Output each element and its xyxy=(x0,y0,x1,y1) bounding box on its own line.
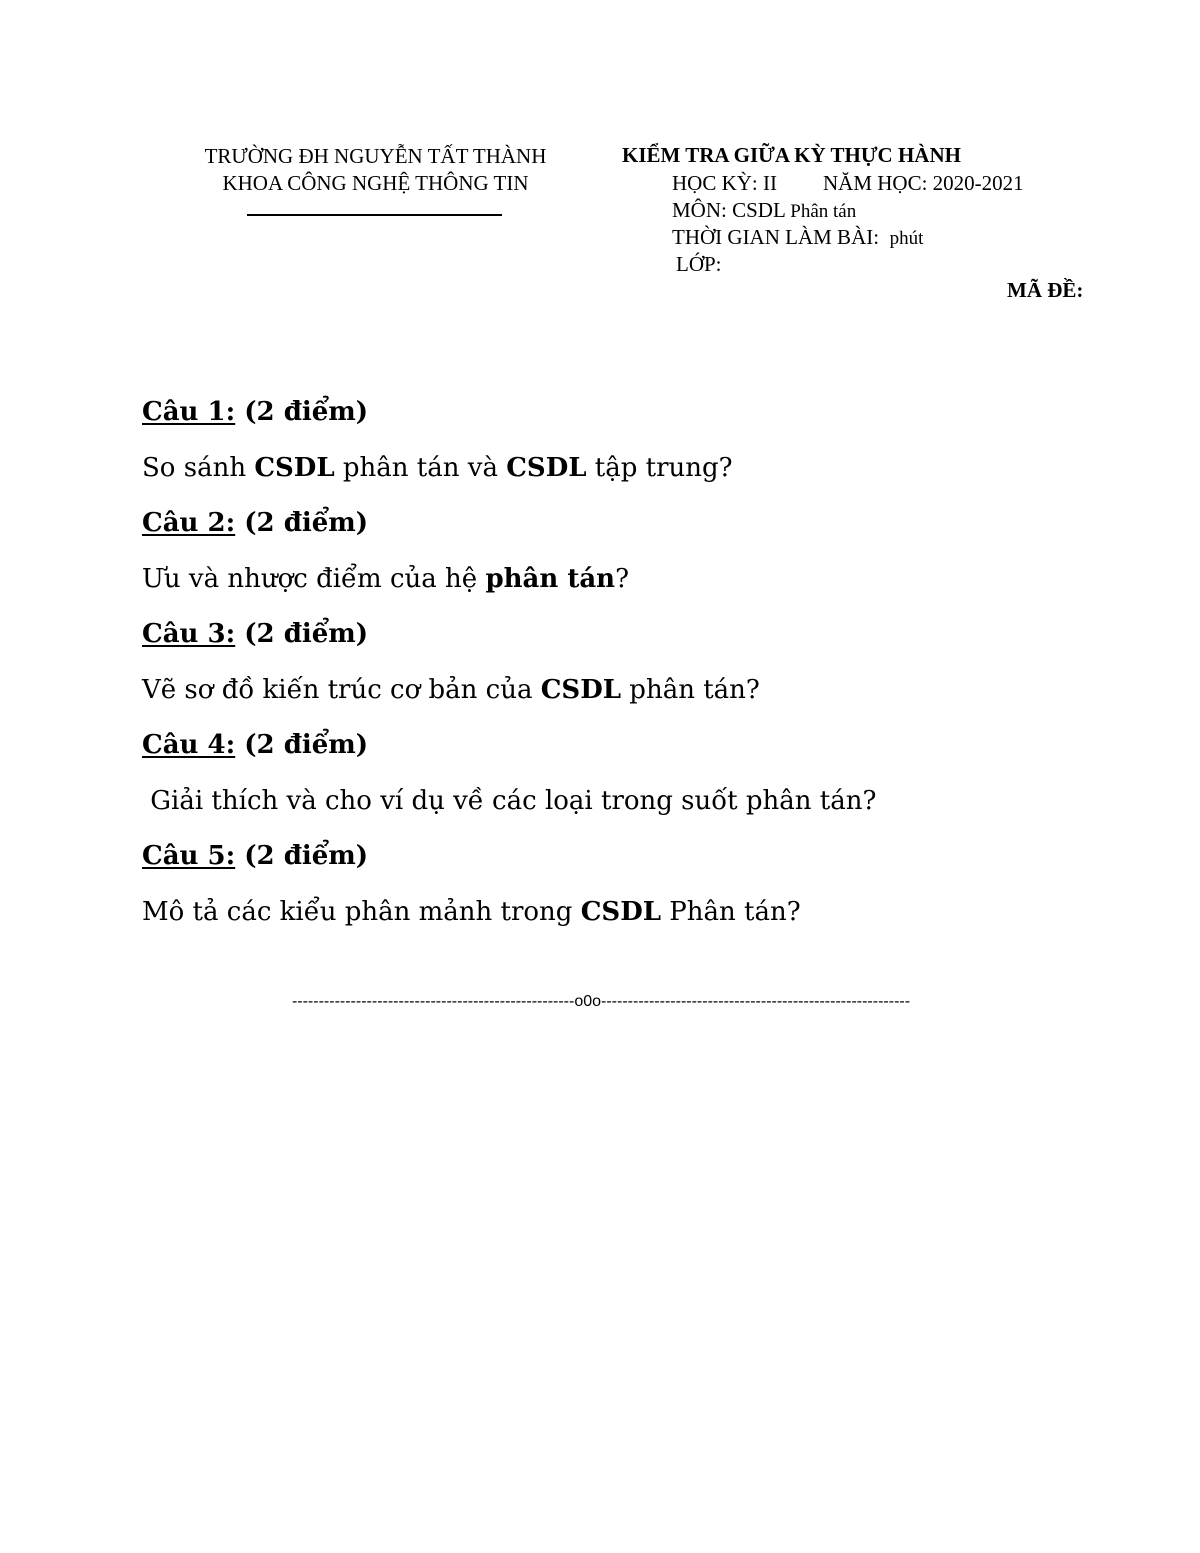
class-label: LỚP: xyxy=(676,252,722,276)
faculty-name: KHOA CÔNG NGHỆ THÔNG TIN xyxy=(222,171,529,195)
question-label: Câu 3: xyxy=(142,619,236,649)
question-label: Câu 2: xyxy=(142,508,236,538)
subject-name: Phân tán xyxy=(790,201,857,222)
question-3-heading xyxy=(142,617,368,651)
question-4-text xyxy=(142,784,876,818)
school-name: TRƯỜNG ĐH NGUYỄN TẤT THÀNH xyxy=(204,144,547,168)
text-run: Giải thích và cho ví dụ về các loại trong suốt phân tán? xyxy=(142,786,877,816)
bold-term: CSDL xyxy=(254,453,335,483)
exam-title: KIỂM TRA GIỮA KỲ THỰC HÀNH xyxy=(622,143,961,167)
question-points: (2 điểm) xyxy=(244,730,369,760)
bold-term: phân tán xyxy=(485,564,616,594)
question-points: (2 điểm) xyxy=(244,619,369,649)
text-run: phân tán và xyxy=(334,453,507,483)
header-underline xyxy=(247,214,502,216)
bold-term: CSDL xyxy=(540,675,622,705)
question-5-heading xyxy=(142,839,368,873)
text-run: So sánh xyxy=(142,453,255,483)
time-unit: phút xyxy=(889,228,924,249)
question-label: Câu 4: xyxy=(142,730,236,760)
end-divider: -----------------------------------------------------o0o---------------------------------------------------------- xyxy=(291,993,911,1010)
time-line xyxy=(672,224,923,252)
bold-term: CSDL xyxy=(580,897,662,927)
question-label: Câu 1: xyxy=(142,397,236,427)
school-year: NĂM HỌC: 2020-2021 xyxy=(823,171,1024,195)
semester-line xyxy=(672,170,1024,197)
question-1-text xyxy=(142,451,733,485)
question-3-text xyxy=(142,673,760,707)
exam-code-label: MÃ ĐỀ: xyxy=(1007,278,1084,302)
text-run: tập trung? xyxy=(586,453,733,483)
question-points: (2 điểm) xyxy=(244,508,369,538)
text-run: Mô tả các kiểu phân mảnh trong xyxy=(142,897,581,927)
subject-label: MÔN: CSDL xyxy=(672,198,785,222)
text-run: Phân tán? xyxy=(661,897,801,927)
question-points: (2 điểm) xyxy=(244,841,369,871)
question-2-text xyxy=(142,562,629,596)
semester: HỌC KỲ: II xyxy=(672,171,777,195)
text-run: Vẽ sơ đồ kiến trúc cơ bản của xyxy=(142,675,541,705)
question-points: (2 điểm) xyxy=(244,397,369,427)
question-1-heading xyxy=(142,395,368,429)
question-5-text xyxy=(142,895,801,929)
question-2-heading xyxy=(142,506,368,540)
subject-line xyxy=(672,197,856,225)
text-run: Ưu và nhược điểm của hệ xyxy=(142,564,486,594)
question-label: Câu 5: xyxy=(142,841,236,871)
text-run: ? xyxy=(615,564,630,594)
question-4-heading xyxy=(142,728,368,762)
time-label: THỜI GIAN LÀM BÀI: xyxy=(672,225,880,249)
text-run: phân tán? xyxy=(621,675,760,705)
bold-term: CSDL xyxy=(506,453,587,483)
